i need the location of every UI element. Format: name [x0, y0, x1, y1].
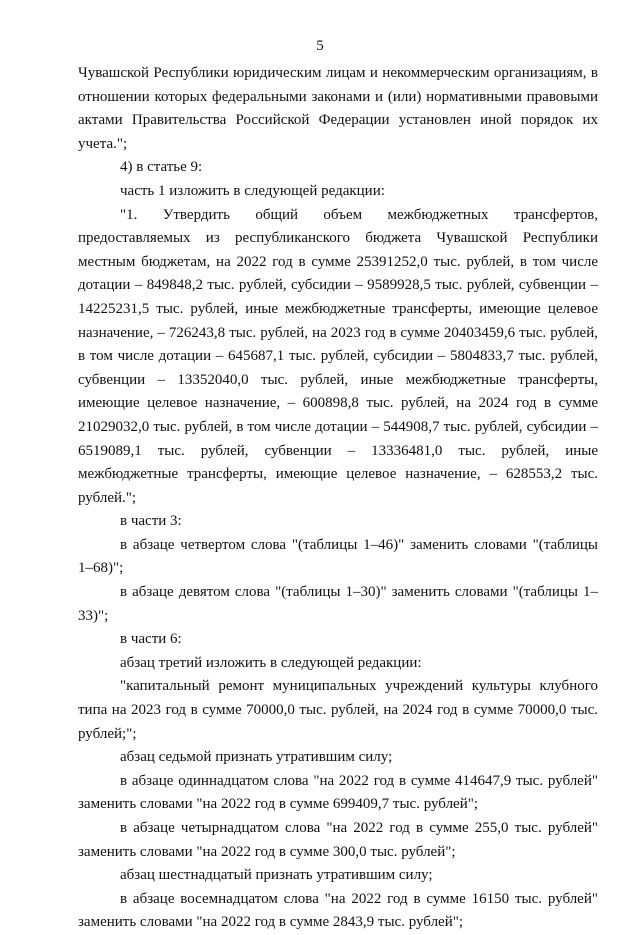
paragraph: в абзаце одиннадцатом слова "на 2022 год в сумме 414647,9 тыс. рублей" заменить словами "на 2022 год в сумме 699409,7 тыс. рублей"; [78, 772, 598, 813]
paragraph-continuation: Чувашской Республики юридическим лицам и некоммерческим организациям, в отношении которых федеральными законами и (или) нормативными правовыми актами Правительства Российской Федерации установлен иной порядок их учета."; [78, 65, 598, 152]
document-body [78, 62, 598, 935]
paragraph: в абзаце восемнадцатом слова "на 2022 год в сумме 16150 тыс. рублей" заменить словами "на 2022 год в сумме 2843,9 тыс. рублей"; [78, 890, 598, 931]
page-number: 5 [316, 38, 324, 54]
paragraph: в абзаце четвертом слова "(таблицы 1–46)" заменить словами "(таблицы 1–68)"; [78, 536, 598, 577]
paragraph: абзац третий изложить в следующей редакции: [120, 654, 422, 671]
paragraph: в части 3: [120, 513, 182, 530]
paragraph: в абзаце четырнадцатом слова "на 2022 год в сумме 255,0 тыс. рублей" заменить словами "на 2022 год в сумме 300,0 тыс. рублей"; [78, 820, 598, 860]
paragraph-item-4: 4) в статье 9: [120, 159, 203, 176]
paragraph-quoted-text: "капитальный ремонт муниципальных учреждений культуры клубного типа на 2023 год в сумме 70000,0 тыс. рублей, на 2024 год в сумме 70000,0 тыс. рублей;"; [78, 678, 598, 742]
paragraph: в абзаце девятом слова "(таблицы 1–30)" заменить словами "(таблицы 1–33)"; [78, 584, 598, 624]
paragraph: часть 1 изложить в следующей редакции: [120, 182, 385, 199]
paragraph-quoted-text: "1. Утвердить общий объем межбюджетных трансфертов, предоставляемых из республиканского бюджета Чувашской Республики местным бюджетам, на 2022 год в сумме 25391252,0 тыс. рублей, в том числе дотации – 849848,2 тыс. рублей, субсидии – 9589928,5 тыс. рублей, субвенции – 14225231,5 тыс. рублей, иные межбюджетные трансферты, имеющие целевое назначение, – 726243,8 тыс. рублей, на 2023 год в сумме 20403459,6 тыс. рублей, в том числе дотации – 645687,1 тыс. рублей, субсидии – 5804833,7 тыс. рублей, субвенции – 13352040,0 тыс. рублей, иные межбюджетные трансферты, имеющие целевое назначение, – 600898,8 тыс. рублей, на 2024 год в сумме 21029032,0 тыс. рублей, в том числе дотации – 544908,7 тыс. рублей, субсидии – 6519089,1 тыс. рублей, субвенции – 13336481,0 тыс. рублей, иные межбюджетные трансферты, имеющие целевое назначение, – 628553,2 тыс. рублей."; [78, 206, 598, 506]
paragraph: в части 6: [120, 631, 182, 648]
paragraph: абзац седьмой признать утратившим силу; [120, 749, 393, 766]
paragraph: абзац шестнадцатый признать утратившим силу; [120, 867, 433, 884]
